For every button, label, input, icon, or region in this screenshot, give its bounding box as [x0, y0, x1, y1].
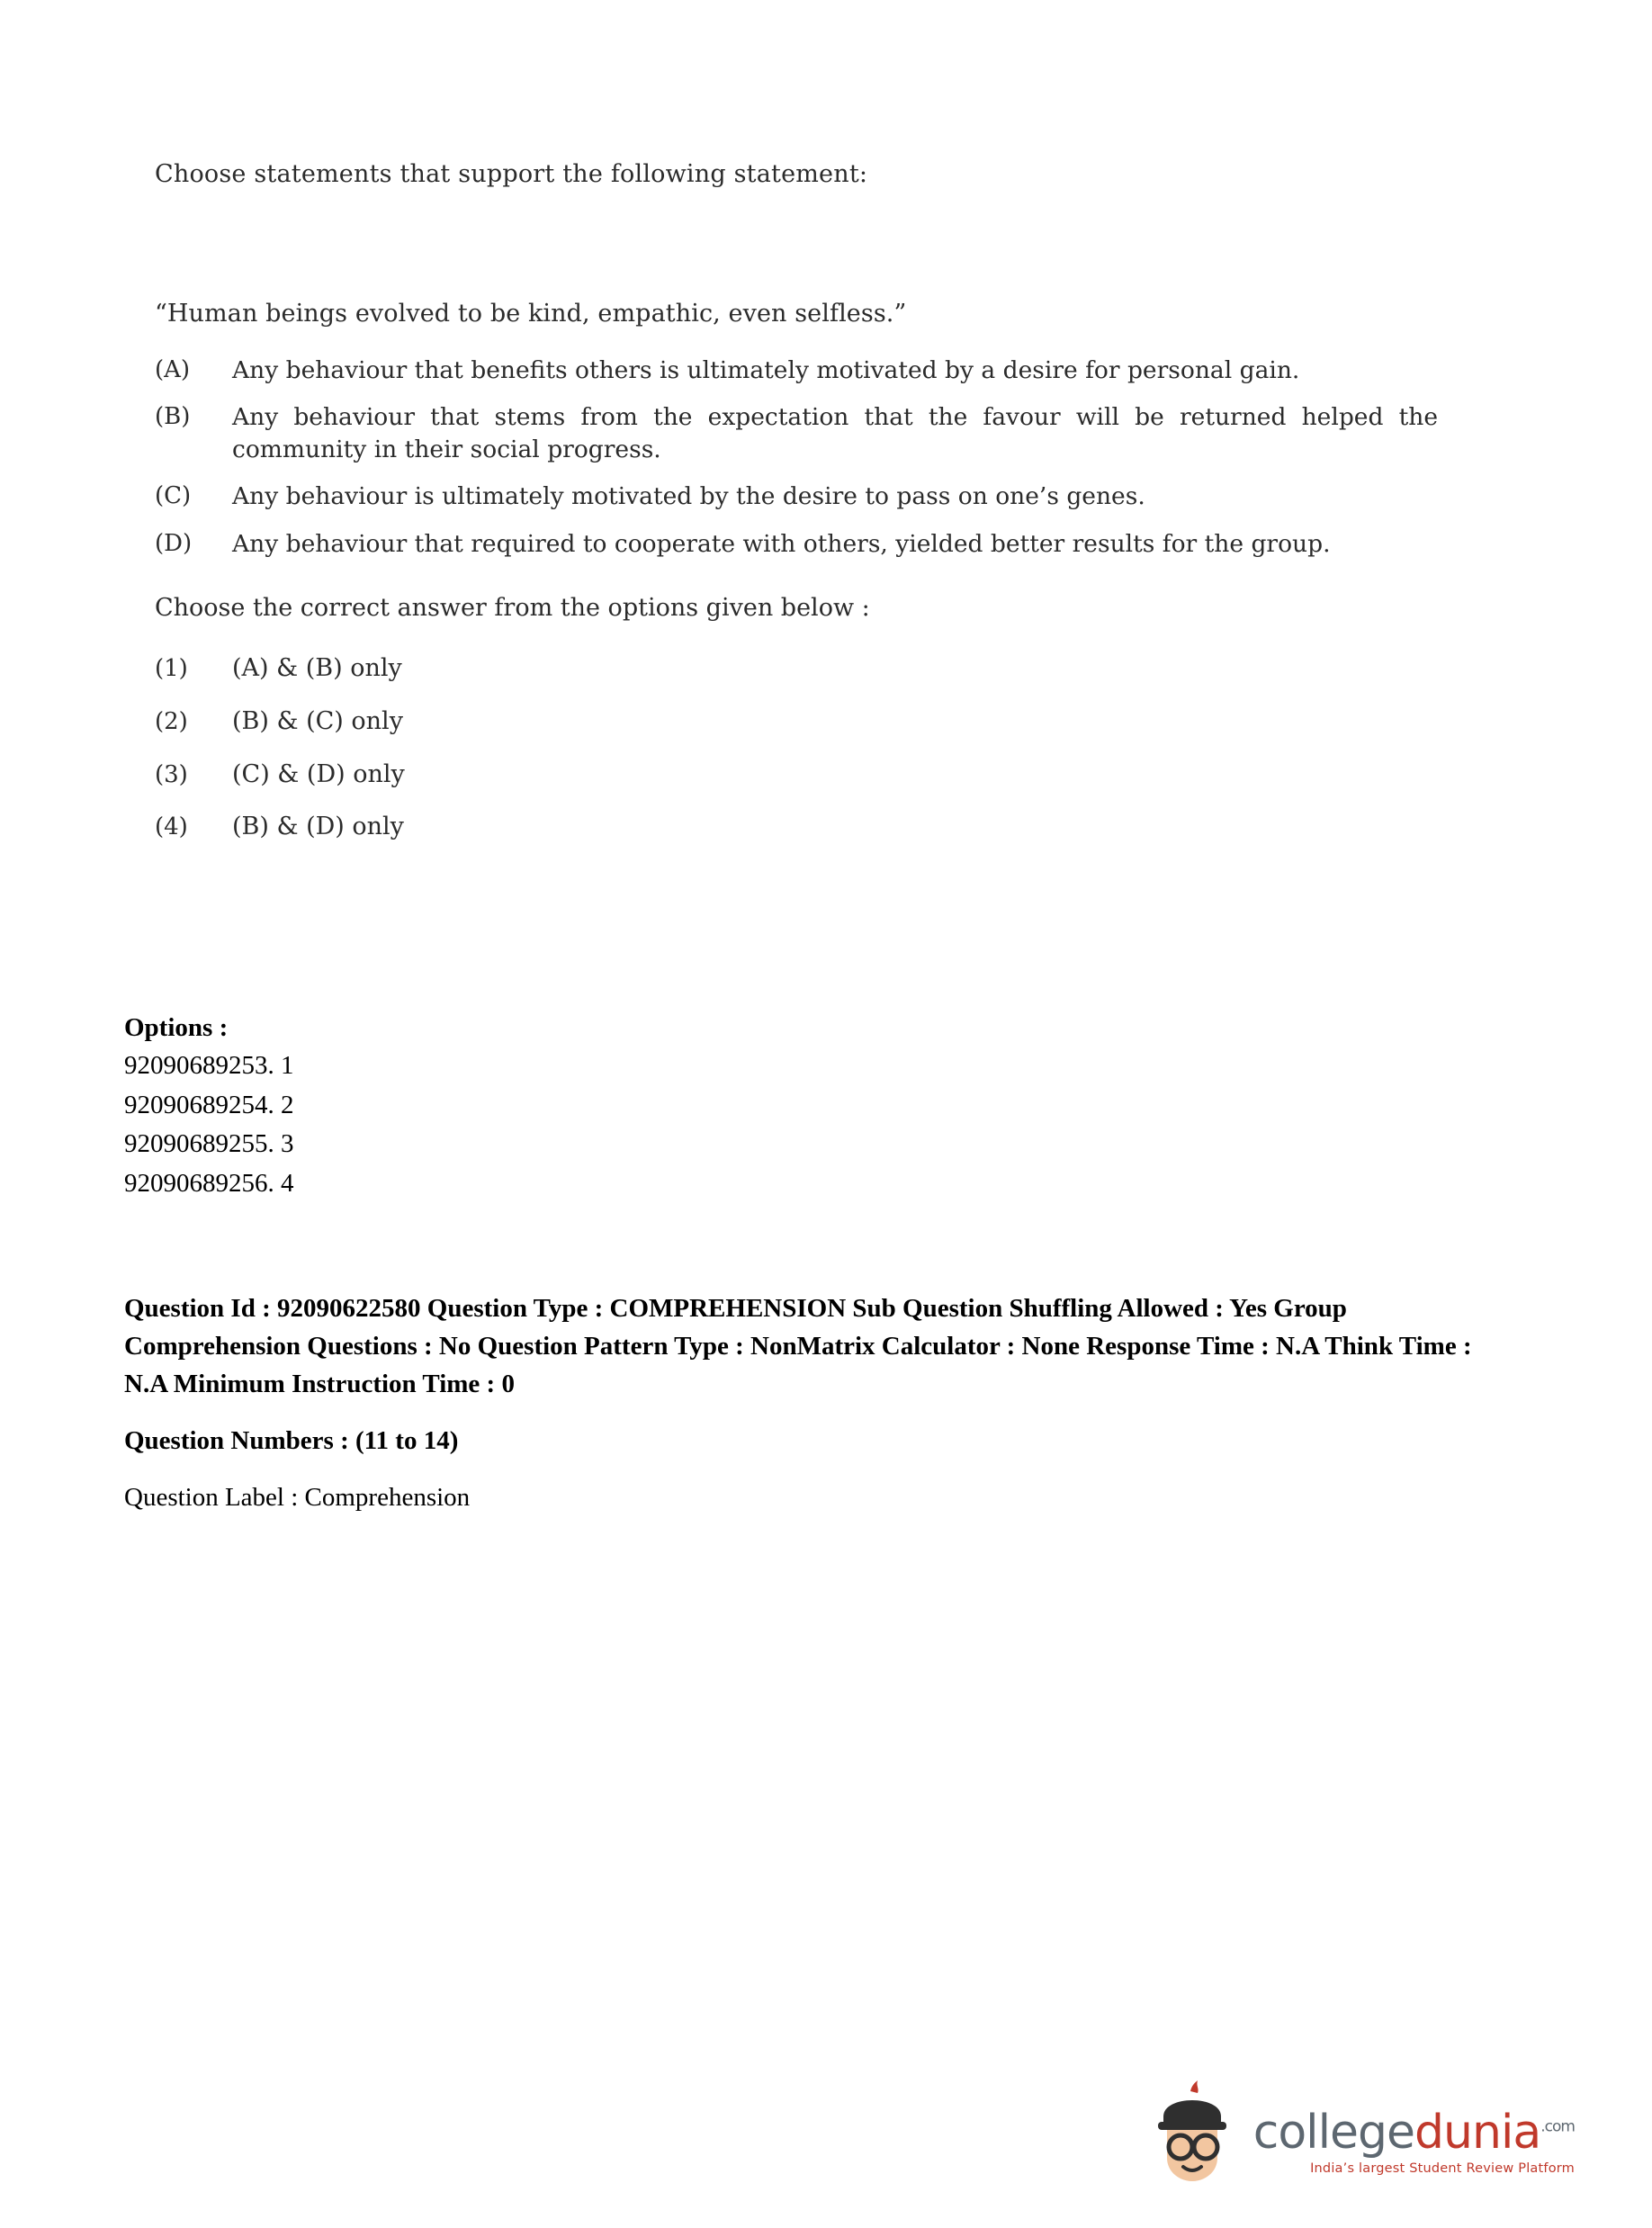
statement-list	[155, 355, 1441, 561]
answer-key-block	[124, 1010, 1492, 1517]
mascot-icon	[1145, 2080, 1239, 2181]
answer-choice-text: (B) & (D) only	[232, 813, 404, 841]
brand-second: dunia	[1414, 2106, 1541, 2160]
statement-marker: (B)	[155, 403, 191, 431]
answer-choice-text: (B) & (C) only	[232, 706, 403, 735]
question-metadata-line: Question Id : 92090622580 Question Type : COMPREHENSION Sub Question Shuffling Allowed : Yes Group Comprehension Questions : No Question Pattern Type : NonMatrix Calculator : None Response Time : N.A Think Time : N.A Minimum Instruction Time : 0	[124, 1294, 1472, 1399]
brand-wordmark	[1252, 2106, 1575, 2160]
question-scan-block	[155, 157, 1441, 863]
option-id-row: 92090689256. 4	[124, 1168, 294, 1198]
collegedunia-watermark	[1145, 2080, 1575, 2181]
option-id-row: 92090689255. 3	[124, 1129, 294, 1159]
statement-text: Any behaviour that required to cooperate with others, yielded better results for the group.	[232, 529, 1331, 558]
statement-marker: (D)	[155, 529, 193, 557]
statement-text: Any behaviour that benefits others is ultimately motivated by a desire for personal gain.	[232, 355, 1300, 384]
question-lead-text: Choose statements that support the following statement:	[155, 160, 868, 188]
answer-choice-number: (1)	[155, 654, 188, 682]
choose-answer-instruction: Choose the correct answer from the options given below :	[155, 593, 870, 622]
answer-choice-text: (A) & (B) only	[232, 653, 402, 682]
answer-choice-list	[155, 651, 1441, 845]
statement-text: Any behaviour is ultimately motivated by the desire to pass on one’s genes.	[232, 481, 1145, 510]
answer-choice-number: (2)	[155, 707, 188, 735]
statement-item	[155, 401, 1441, 464]
brand-tagline: India’s largest Student Review Platform	[1310, 2161, 1575, 2176]
question-label-line: Question Label : Comprehension	[124, 1483, 471, 1513]
brand-tld: .com	[1540, 2117, 1575, 2136]
answer-choice	[155, 810, 1441, 844]
option-id-row: 92090689254. 2	[124, 1090, 294, 1119]
statement-item	[155, 528, 1441, 561]
option-id-row: 92090689253. 1	[124, 1051, 294, 1081]
answer-choice-number: (4)	[155, 813, 188, 841]
brand-first: college	[1252, 2106, 1415, 2160]
watermark-text	[1252, 2106, 1575, 2181]
question-numbers-line: Question Numbers : (11 to 14)	[124, 1426, 459, 1456]
answer-choice	[155, 651, 1441, 686]
answer-choice	[155, 705, 1441, 739]
question-quote: “Human beings evolved to be kind, empathic, even selfless.”	[155, 300, 907, 328]
statement-marker: (A)	[155, 355, 191, 383]
options-heading: Options :	[124, 1013, 229, 1042]
statement-item	[155, 481, 1441, 513]
answer-choice-number: (3)	[155, 760, 188, 788]
answer-choice-text: (C) & (D) only	[232, 759, 405, 788]
statement-text: Any behaviour that stems from the expectation that the favour will be returned helped the community in their social progress.	[232, 403, 1438, 463]
answer-choice	[155, 758, 1441, 792]
statement-item	[155, 355, 1441, 387]
statement-marker: (C)	[155, 481, 192, 509]
